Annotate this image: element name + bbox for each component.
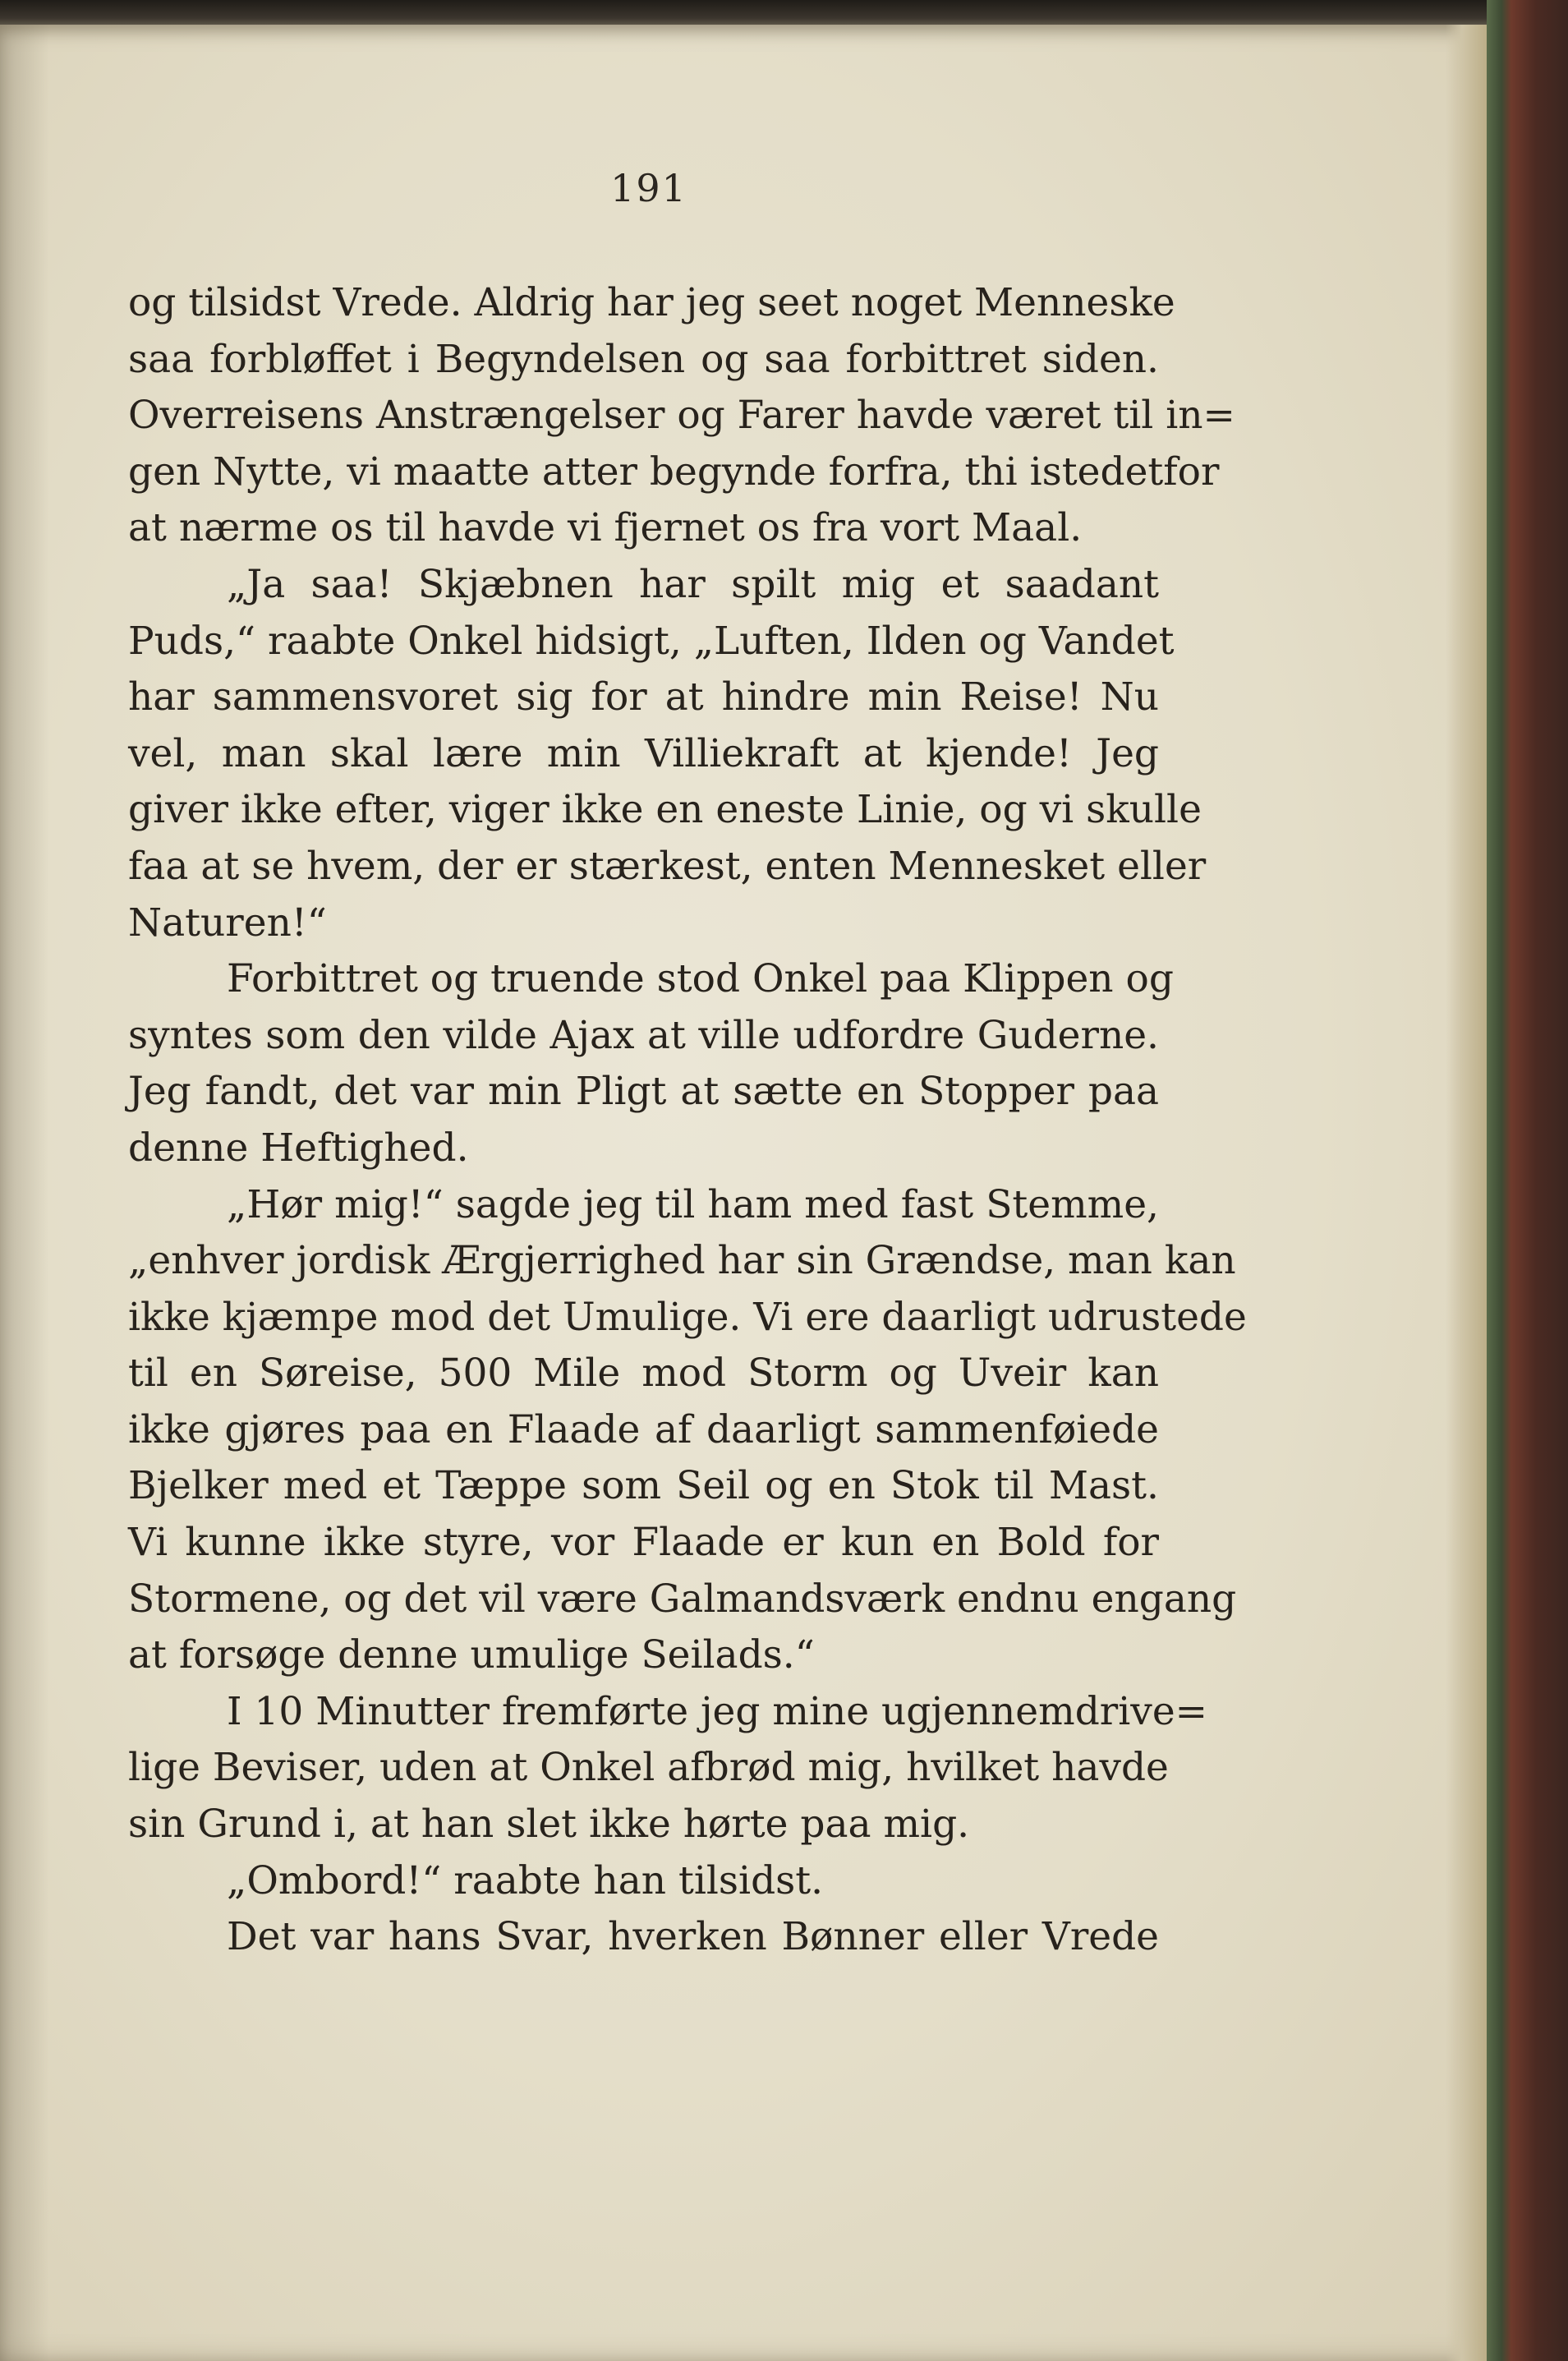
text-line: „Hør mig!“ sagde jeg til ham med fast Stemme,	[227, 1181, 1159, 1227]
text-line: til en Søreise, 500 Mile mod Storm og Uveir kan	[128, 1351, 1159, 1397]
text-line: at forsøge denne umulige Seilads.“	[128, 1632, 815, 1678]
text-line: ikke gjøres paa en Flaade af daarligt sammenføiede	[128, 1406, 1159, 1452]
text-line: Det var hans Svar, hverken Bønner eller Vrede	[227, 1914, 1159, 1960]
body-text	[128, 275, 1247, 1966]
text-line: Jeg fandt, det var min Pligt at sætte en Stopper paa	[128, 1069, 1159, 1115]
text-line: Overreisens Anstrængelser og Farer havde været til in=	[128, 393, 1235, 439]
page-number: 191	[610, 166, 687, 210]
text-line: Bjelker med et Tæppe som Seil og en Stok til Mast.	[128, 1463, 1159, 1509]
page-edge	[1446, 25, 1487, 2361]
text-line: giver ikke efter, viger ikke en eneste Linie, og vi skulle	[128, 787, 1202, 833]
text-line: faa at se hvem, der er stærkest, enten Mennesket eller	[128, 843, 1207, 889]
text-line: gen Nytte, vi maatte atter begynde forfra, thi istedetfor	[128, 449, 1220, 495]
text-line: Naturen!“	[128, 900, 327, 946]
text-line: lige Beviser, uden at Onkel afbrød mig, hvilket havde	[128, 1745, 1169, 1791]
text-line: ikke kjæmpe mod det Umulige. Vi ere daarligt udrustede	[128, 1294, 1247, 1340]
cover-top-edge	[0, 0, 1568, 28]
text-line: Stormene, og det vil være Galmandsværk endnu engang	[128, 1576, 1237, 1622]
text-line: Forbittret og truende stod Onkel paa Klippen og	[227, 956, 1174, 1002]
text-line: denne Heftighed.	[128, 1125, 469, 1171]
gutter-shadow	[0, 25, 49, 2361]
text-line: syntes som den vilde Ajax at ville udfordre Guderne.	[128, 1012, 1159, 1058]
text-line: sin Grund i, at han slet ikke hørte paa mig.	[128, 1802, 970, 1848]
text-line: saa forbløffet i Begyndelsen og saa forbittret siden.	[128, 336, 1159, 382]
text-line: Puds,“ raabte Onkel hidsigt, „Luften, Ilden og Vandet	[128, 618, 1175, 664]
text-line: har sammensvoret sig for at hindre min Reise! Nu	[128, 674, 1159, 720]
book-cover-edge	[1487, 0, 1568, 2361]
text-line: „enhver jordisk Ærgjerrighed har sin Grændse, man kan	[128, 1238, 1236, 1284]
text-line: og tilsidst Vrede. Aldrig har jeg seet noget Menneske	[128, 280, 1175, 325]
text-line: Vi kunne ikke styre, vor Flaade er kun en Bold for	[128, 1520, 1159, 1566]
text-line: „Ja saa! Skjæbnen har spilt mig et saadant	[227, 561, 1159, 607]
text-line: „Ombord!“ raabte han tilsidst.	[227, 1857, 824, 1903]
text-line: at nærme os til havde vi fjernet os fra vort Maal.	[128, 505, 1083, 551]
text-line: vel, man skal lære min Villiekraft at kjende! Jeg	[128, 730, 1159, 776]
text-line: I 10 Minutter fremførte jeg mine ugjennemdrive=	[227, 1688, 1208, 1734]
